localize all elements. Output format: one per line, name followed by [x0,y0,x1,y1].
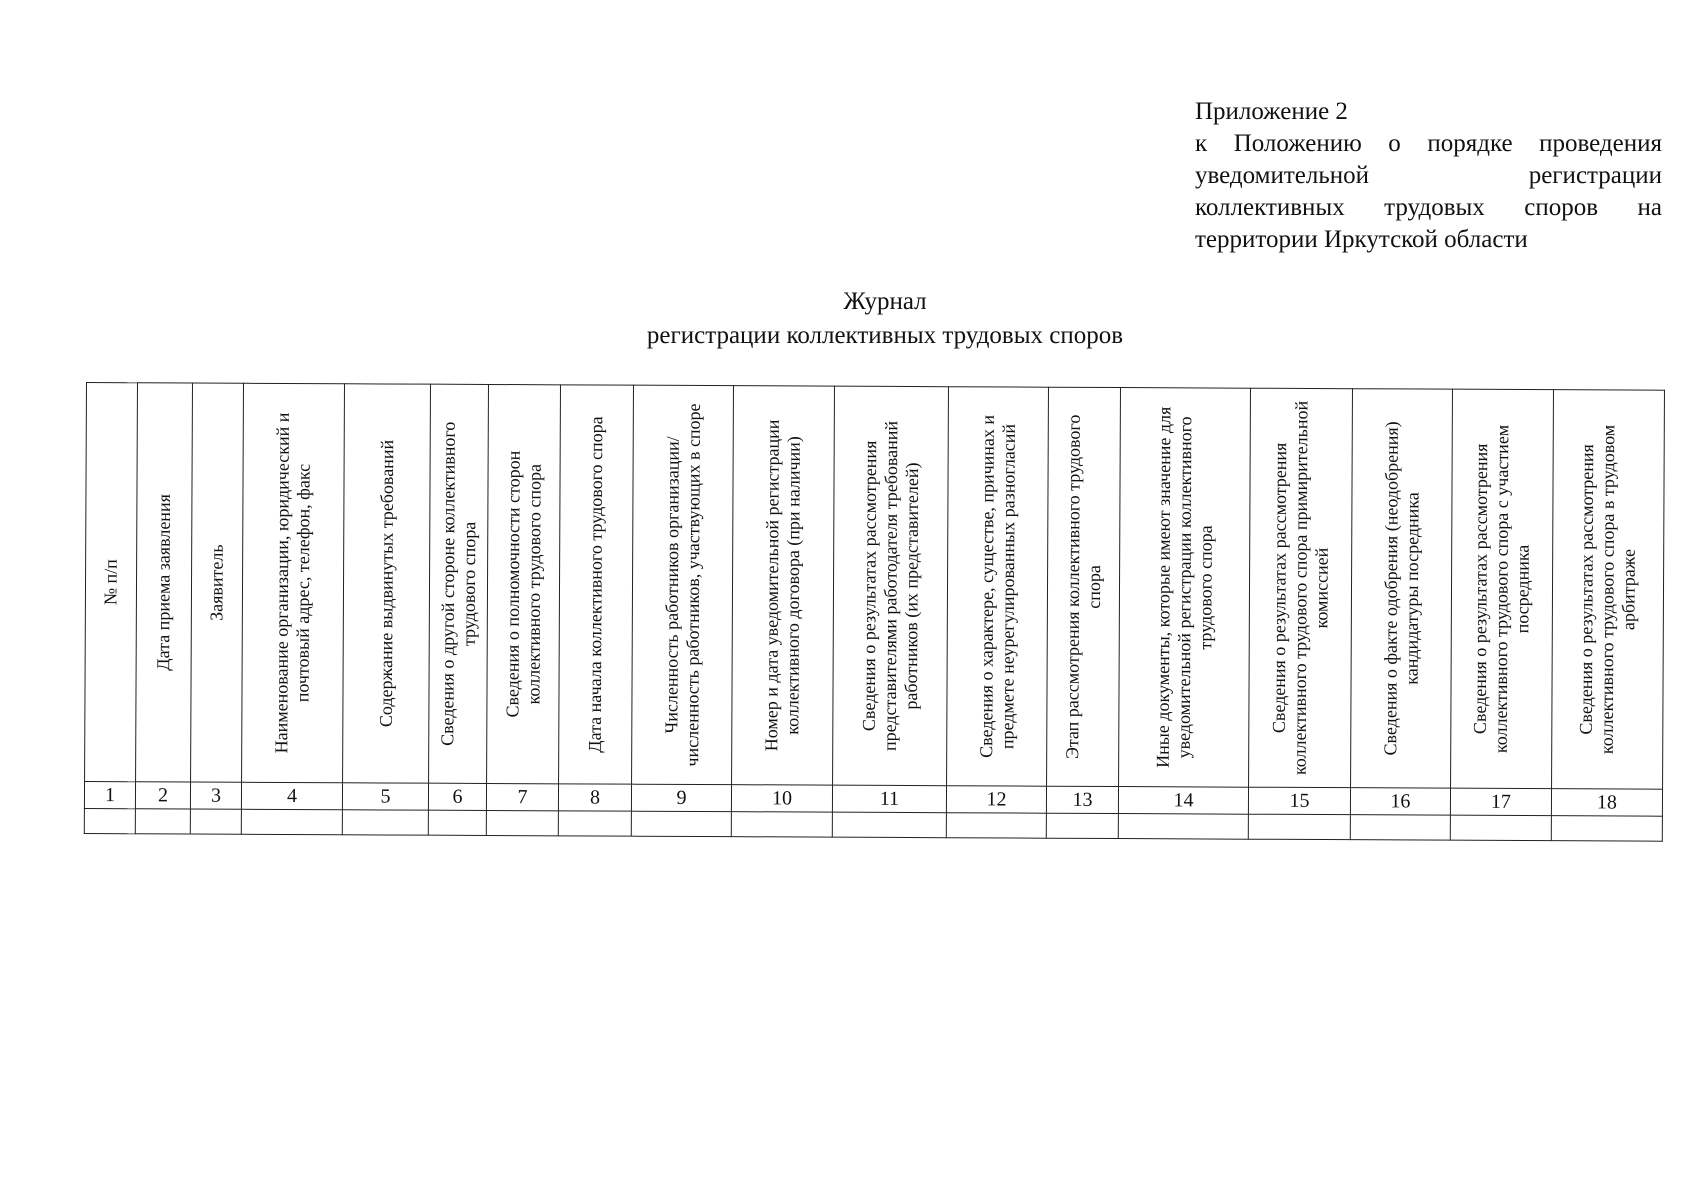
column-header-label: Сведения о результатах рассмотрения коллективного трудового спора в трудовом арбитраже [1575,424,1639,755]
column-number: 13 [1046,786,1118,813]
column-header [242,383,345,782]
table-cell [190,809,241,834]
journal-title-sub: регистрации коллективных трудовых споров [646,322,1124,349]
table-cell [428,810,486,835]
column-header-label: Номер и дата уведомительной регистрации коллективного договора (при наличии) [761,419,804,752]
column-header [632,385,734,784]
table-cell [135,809,190,834]
column-number: 3 [190,782,241,809]
column-header [1119,388,1251,788]
column-number: 17 [1450,788,1551,815]
column-header-label: № п/п [100,559,121,606]
column-header-label: Этап рассмотрения коллективного трудового спора [1061,414,1104,760]
table-cell [1248,814,1350,839]
column-number: 7 [486,783,558,810]
table-cell [1450,815,1551,840]
table-cell [84,808,135,833]
journal-table [84,382,1665,842]
table-cell [946,813,1046,838]
column-header [1047,387,1121,786]
column-header-label: Сведения о результатах рассмотрения коллективного трудового спора примирительной комиссией [1268,400,1332,776]
column-header-label: Численность работников организации/ численность работников, участвующих в споре [660,403,704,767]
column-number: 9 [631,784,731,811]
column-header [559,385,634,784]
table-cell [342,810,428,835]
table-cell [832,812,946,838]
column-number: 1 [84,781,135,808]
column-header-label: Заявитель [206,544,227,621]
column-header [429,384,489,783]
table-cell [631,811,731,836]
column-number: 14 [1118,787,1248,815]
column-header-label: Сведения о факте одобрения (неодобрения) кандидатуры посредника [1379,421,1422,756]
appendix-block [1195,96,1662,256]
table-cell [1046,813,1118,838]
column-number: 12 [946,786,1046,813]
appendix-line: Приложение 2 [1195,98,1348,125]
column-header-label: Сведения о характере, существе, причинах и предмете неурегулированных разногласий [975,414,1019,758]
column-header [487,384,561,783]
column-number: 4 [241,782,342,809]
table-cell [1118,814,1248,840]
table-cell [241,809,342,834]
column-number: 2 [135,782,190,809]
header-row [85,383,1665,790]
column-header [191,383,244,782]
appendix-line: коллективных трудовых споров на [1195,194,1662,221]
column-header [1552,390,1665,790]
column-header-label: Сведения о результатах рассмотрения представителями работодателя требований работников (их представителей) [858,420,922,752]
appendix-line: уведомительной регистрации [1195,162,1662,189]
journal-title-main: Журнал [843,288,927,315]
column-header-label: Наименование организации, юридический и почтовый адрес, телефон, факс [271,412,314,754]
column-header [85,383,138,782]
column-number: 8 [558,784,631,811]
journal-title [560,285,1210,353]
column-number: 15 [1248,787,1350,814]
column-header [1451,389,1554,788]
column-header-label: Иные документы, которые имеют значение для уведомительной регистрации коллективного трудового спора [1152,406,1216,768]
column-header-label: Сведения о другой стороне коллективного трудового спора [436,421,479,746]
column-header [343,384,431,783]
column-header-label: Содержание выдвинутых требований [375,439,397,728]
appendix-line: к Положению о порядке проведения [1195,130,1662,157]
column-number: 11 [832,785,946,813]
column-header [1351,389,1453,788]
table-cell [1350,815,1450,840]
column-header [136,383,193,782]
column-number: 18 [1551,789,1662,817]
column-header-label: Дата начала коллективного трудового спора [584,416,607,753]
column-number: 10 [731,785,832,812]
column-header [732,386,835,785]
appendix-line: территории Иркутской области [1195,226,1528,253]
column-header-label: Сведения о результатах рассмотрения коллективного трудового спора с участием посредника [1469,424,1533,754]
column-header [1249,388,1353,787]
column-header [833,386,949,786]
column-number: 16 [1350,788,1450,815]
column-number: 5 [342,783,428,810]
column-number: 6 [428,783,486,810]
column-header-label: Дата приема заявления [153,494,174,671]
column-header [947,387,1049,786]
table-cell [1551,816,1662,842]
table-cell [731,812,832,837]
table-cell [486,810,558,835]
column-header-label: Сведения о полномочности сторон коллективного трудового спора [501,450,545,718]
table-cell [558,811,631,836]
